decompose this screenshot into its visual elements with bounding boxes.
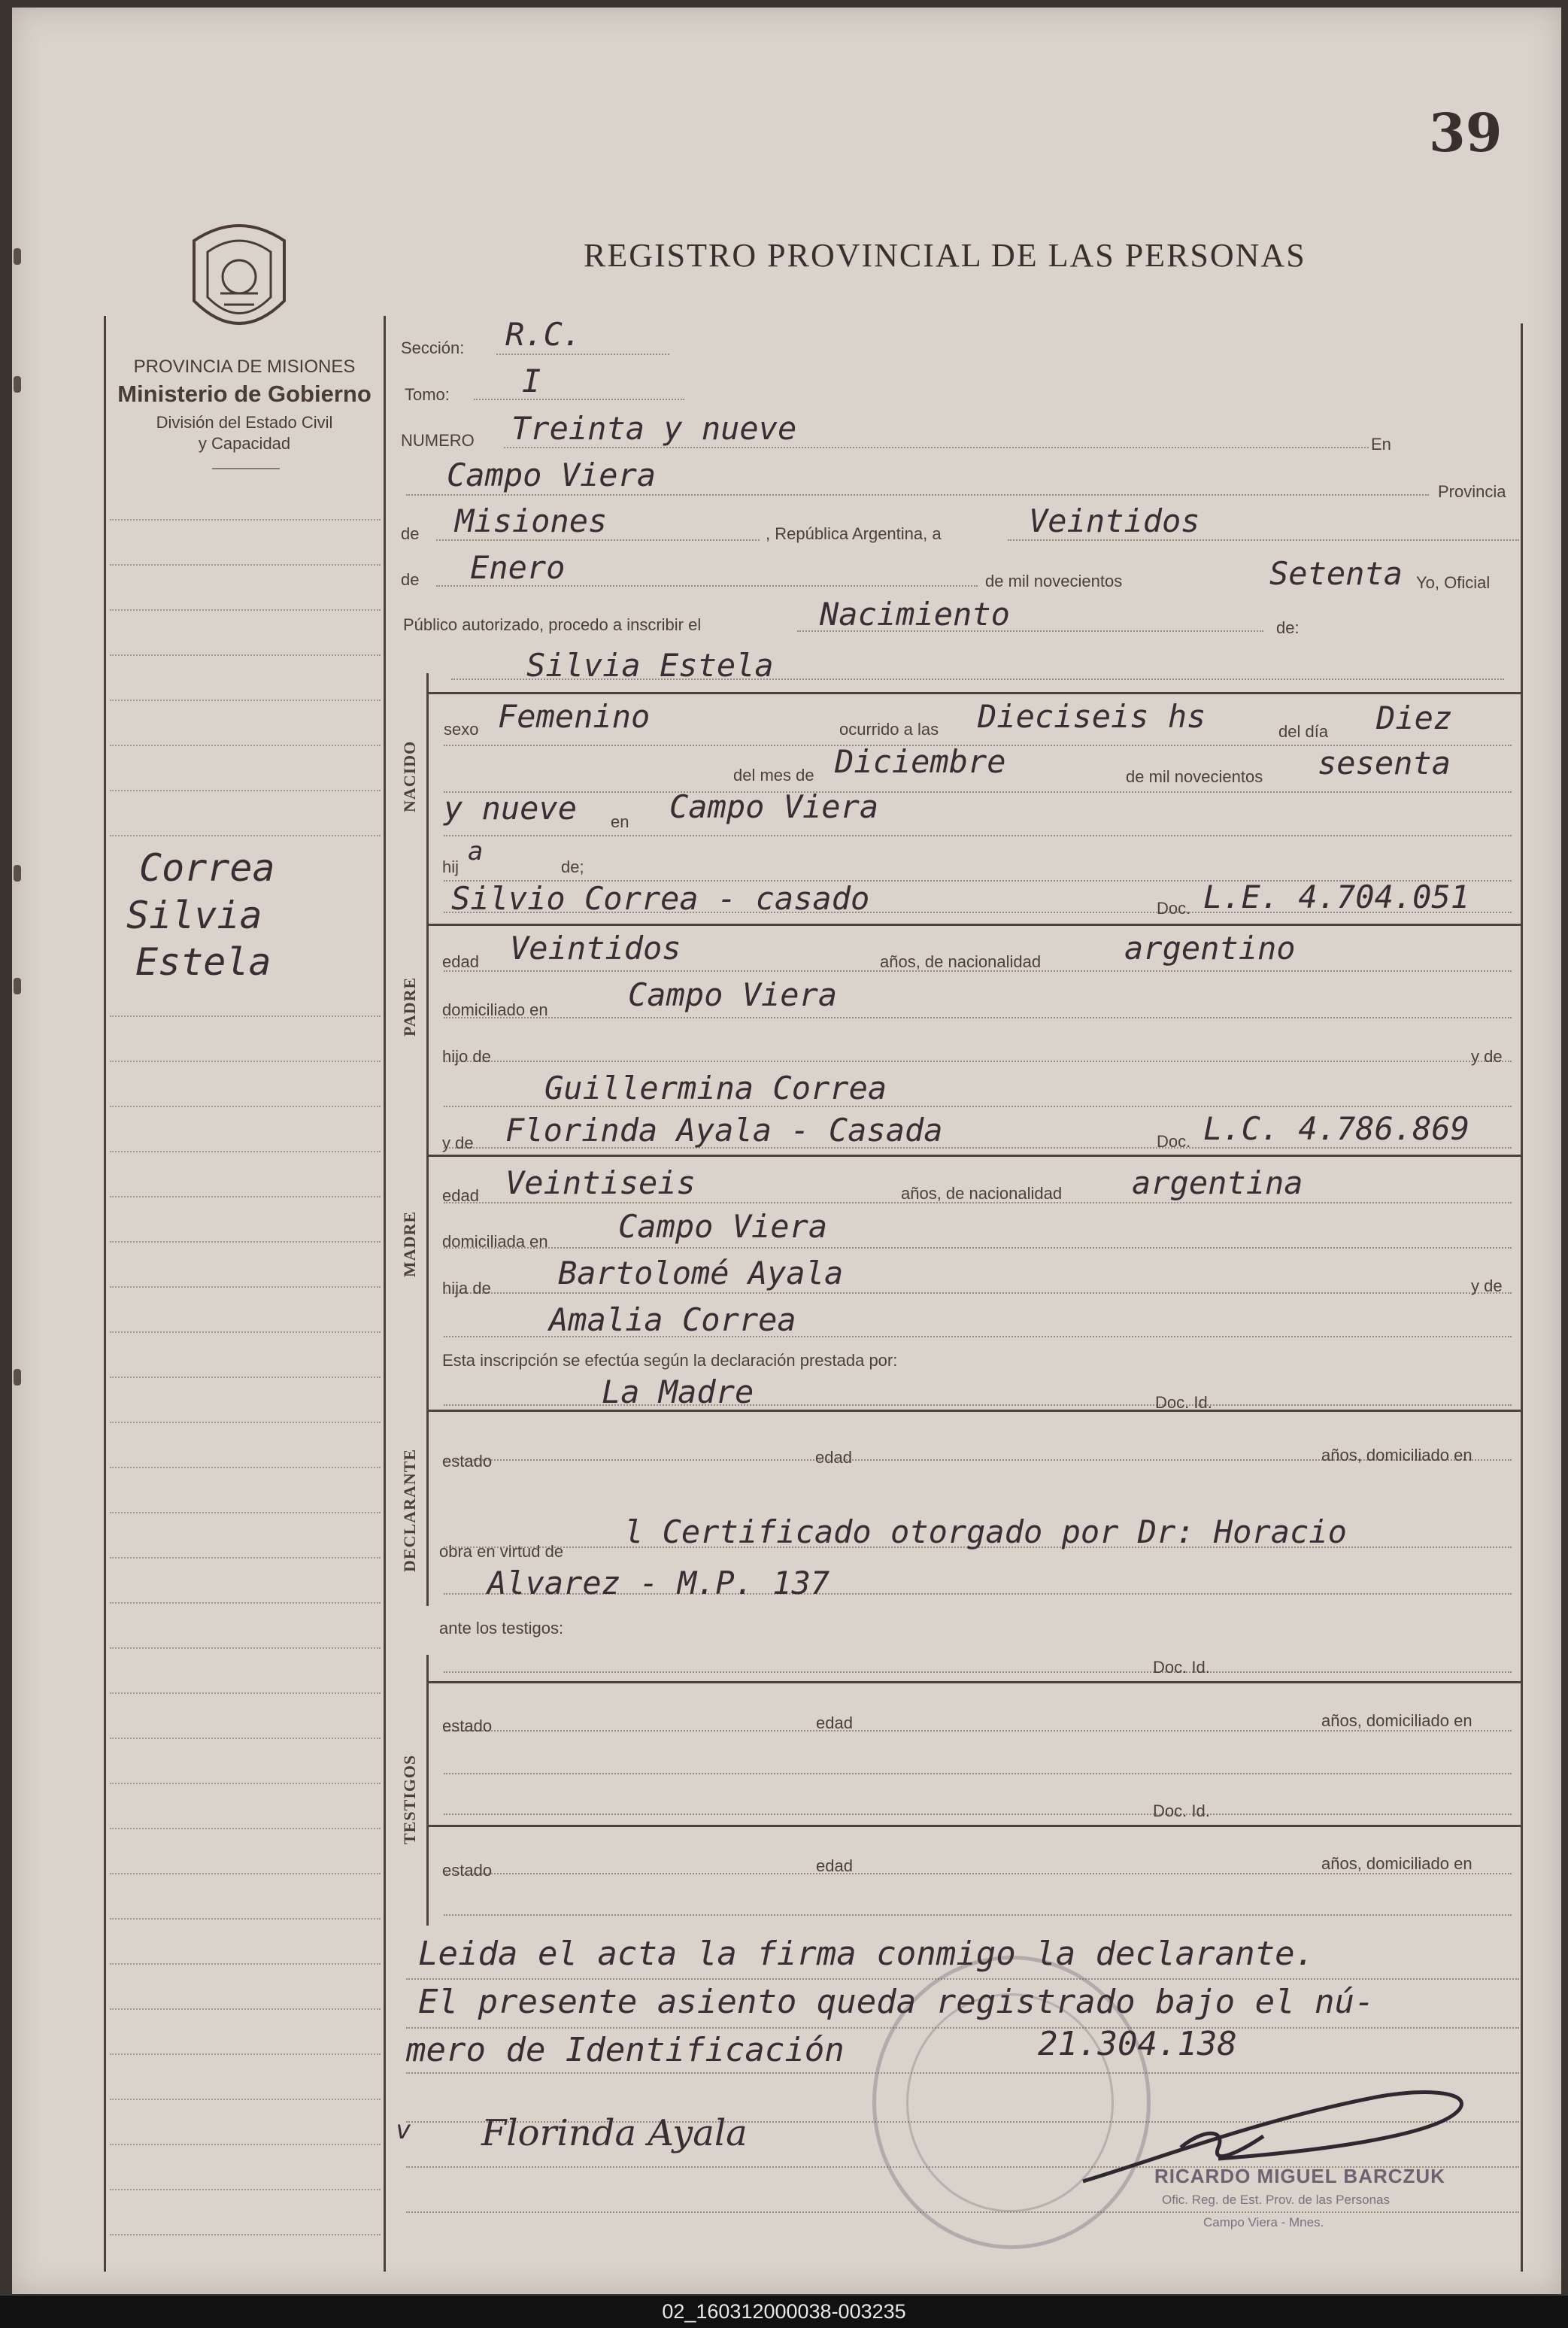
mes-value: Enero (470, 549, 566, 586)
tomo-value: I (522, 363, 541, 399)
provincia-value: Misiones (455, 502, 608, 539)
fill-line (444, 1914, 1512, 1916)
fill-line (444, 791, 1512, 793)
madre-hija-de-value-2: Amalia Correa (549, 1301, 796, 1338)
section-label-padre: PADRE (400, 976, 419, 1037)
padre-hijo-de-label: hijo de (442, 1047, 491, 1066)
frame-left-line (104, 316, 106, 2272)
padre-dom-value: Campo Viera (628, 976, 838, 1013)
padre-y-de-label: y de (1471, 1047, 1503, 1066)
division-line2: y Capacidad (198, 434, 291, 453)
de-colon-label: de: (1276, 618, 1300, 637)
officer-name: RICARDO MIGUEL BARCZUK (1154, 2165, 1445, 2187)
declarante-value: La Madre (602, 1373, 754, 1410)
madre-dom-label: domiciliada en (442, 1232, 548, 1251)
margin-middle-name: Estela (135, 940, 271, 984)
madre-dom-value: Campo Viera (618, 1208, 828, 1245)
madre-intro-label: y de (442, 1134, 474, 1152)
officer-location: Campo Viera - Mnes. (1203, 2215, 1324, 2229)
section-bar-testigos (426, 1655, 429, 1926)
del-mes-label: del mes de (733, 766, 814, 785)
padre-hijo-de-value: Guillermina Correa (544, 1070, 887, 1106)
del-dia-label: del día (1278, 722, 1329, 741)
tomo-label: Tomo: (405, 385, 450, 404)
ministry-label: Ministerio de Gobierno (117, 381, 372, 407)
fill-line (444, 1773, 1512, 1774)
section-label-madre: MADRE (400, 1210, 419, 1277)
padre-edad-label: edad (442, 952, 479, 971)
madre-edad-value: Veintiseis (505, 1164, 696, 1201)
rule (426, 692, 1521, 694)
publico-label: Público autorizado, procedo a inscribir el (403, 615, 702, 634)
frame-mid-line (384, 316, 386, 2272)
testigo2-doc-label: Doc. Id. (1153, 1801, 1210, 1820)
de-label: de (401, 524, 420, 543)
closing-note-3: mero de Identificación (406, 2031, 845, 2069)
closing-note-2: El presente asiento queda registrado bajo el nú- (418, 1983, 1375, 2021)
en-label-2: en (611, 812, 629, 831)
rule (426, 1681, 1521, 1683)
page-number: 39 (1429, 102, 1503, 164)
fill-line (496, 354, 669, 355)
officer-title: Ofic. Reg. de Est. Prov. de las Personas (1162, 2193, 1390, 2207)
inscripcion-label: Esta inscripción se efectúa según la declaración prestada por: (442, 1351, 898, 1370)
padre-nac-label: años, de nacionalidad (880, 952, 1042, 971)
seccion-label: Sección: (401, 338, 465, 357)
hij-label: hij (442, 857, 459, 876)
madre-edad-label: edad (442, 1186, 479, 1205)
declarante-anos-label: años, domiciliado en (1321, 1446, 1472, 1464)
fill-line (444, 1671, 1512, 1673)
de-mil-label: de mil novecientos (985, 572, 1123, 590)
madre-nac-label: años, de nacionalidad (901, 1184, 1063, 1203)
ante-testigos-label: ante los testigos: (439, 1619, 564, 1637)
fill-line (504, 447, 1369, 448)
declarante-edad-label: edad (815, 1448, 852, 1467)
madre-hija-de-label: hija de (442, 1279, 491, 1298)
declarante-doc-label: Doc. Id. (1155, 1393, 1212, 1412)
madre-doc-value: L.C. 4.786.869 (1203, 1110, 1470, 1147)
signature-mark: v (396, 2115, 411, 2145)
rule (426, 924, 1521, 926)
fill-line (444, 1814, 1512, 1815)
en-label: En (1371, 435, 1391, 454)
hora-value: Dieciseis hs (978, 698, 1206, 735)
scan-footer-id: 02_160312000038-003235 (0, 2296, 1568, 2328)
sexo-label: sexo (444, 720, 479, 739)
testigo1-doc-label: Doc. Id. (1153, 1658, 1210, 1677)
identification-number: 21.304.138 (1038, 2025, 1237, 2063)
anio-nac-value: sesenta (1318, 745, 1451, 782)
document-title: REGISTRO PROVINCIAL DE LAS PERSONAS (584, 237, 1306, 274)
testigo2-edad-label: edad (816, 1856, 853, 1875)
fill-line (474, 399, 684, 400)
issuer-block (98, 357, 391, 454)
republica-label: , República Argentina, a (766, 524, 942, 543)
obra-value-2: Alvarez - M.P. 137 (487, 1565, 830, 1601)
obra-value-1: l Certificado otorgado por Dr: Horacio (624, 1513, 1347, 1550)
obra-label: obra en virtud de (439, 1542, 564, 1561)
madre-nac-value: argentina (1132, 1164, 1303, 1201)
dia-nac-value: Diez (1376, 700, 1453, 736)
lugar-value: Campo Viera (447, 457, 657, 493)
numero-value: Treinta y nueve (511, 410, 797, 447)
declarante-estado-label: estado (442, 1452, 493, 1471)
seccion-value: R.C. (505, 316, 582, 353)
de-mil-label-2: de mil novecientos (1126, 767, 1263, 786)
rule (426, 1825, 1521, 1827)
testigo2-anos-label: años, domiciliado en (1321, 1854, 1472, 1873)
fill-line (406, 494, 1429, 496)
madre-y-de-label: y de (1471, 1276, 1503, 1295)
fill-line (444, 835, 1512, 836)
madre-value: Florinda Ayala - Casada (505, 1112, 943, 1149)
testigo1-edad-label: edad (816, 1713, 853, 1732)
madre-hija-de-value: Bartolomé Ayala (558, 1255, 844, 1291)
fill-line (1008, 539, 1519, 541)
anio-value: Setenta (1269, 555, 1403, 592)
anio-nac-value-2: y nueve (444, 790, 578, 827)
testigo1-estado-label: estado (442, 1716, 493, 1735)
division-line1: División del Estado Civil (156, 413, 333, 432)
mes-nac-value: Diciembre (835, 743, 1006, 780)
padre-nac-value: argentino (1124, 930, 1296, 967)
ocurrido-label: ocurrido a las (839, 720, 939, 739)
testigo1-anos-label: años, domiciliado en (1321, 1711, 1472, 1730)
padre-doc-value: L.E. 4.704.051 (1203, 879, 1470, 915)
numero-label: NUMERO (401, 431, 475, 450)
declarant-signature: Florinda Ayala (481, 2112, 748, 2154)
section-label-declarante: DECLARANTE (400, 1448, 419, 1572)
acto-value: Nacimiento (820, 596, 1010, 633)
padre-value: Silvio Correa - casado (451, 880, 870, 917)
margin-first-name: Silvia (126, 894, 262, 937)
nombre-value: Silvia Estela (526, 647, 774, 684)
rule (426, 1410, 1521, 1412)
section-bar (426, 673, 429, 1606)
hij-suffix-value: a (468, 836, 484, 867)
de-label-2: de (401, 570, 420, 589)
madre-doc-label: Doc. (1157, 1132, 1191, 1151)
sexo-value: Femenino (498, 698, 651, 735)
padre-doc-label: Doc. (1157, 899, 1191, 918)
divider (212, 468, 280, 469)
padre-dom-label: domiciliado en (442, 1000, 548, 1019)
dia-value: Veintidos (1029, 502, 1200, 539)
fill-line (444, 1017, 1512, 1018)
coat-of-arms-seal (179, 218, 299, 346)
yo-oficial-label: Yo, Oficial (1416, 573, 1491, 592)
margin-surname: Correa (139, 846, 275, 890)
lugar-nac-value: Campo Viera (669, 788, 879, 825)
section-label-nacido: NACIDO (400, 740, 419, 812)
padre-edad-value: Veintidos (510, 930, 681, 967)
fill-line (436, 539, 760, 541)
fill-line (444, 1292, 1512, 1294)
provincia-label: Provincia (1438, 482, 1506, 501)
de-semicolon-label: de; (561, 857, 584, 876)
province-label: PROVINCIA DE MISIONES (133, 357, 356, 377)
closing-note-1: Leida el acta la firma conmigo la declarante. (418, 1935, 1315, 1973)
fill-line (444, 1061, 1512, 1062)
fill-line (444, 1247, 1512, 1249)
testigo2-estado-label: estado (442, 1861, 493, 1880)
rule (426, 1155, 1521, 1157)
section-label-testigos: TESTIGOS (400, 1754, 419, 1844)
frame-right-line (1521, 323, 1523, 2272)
